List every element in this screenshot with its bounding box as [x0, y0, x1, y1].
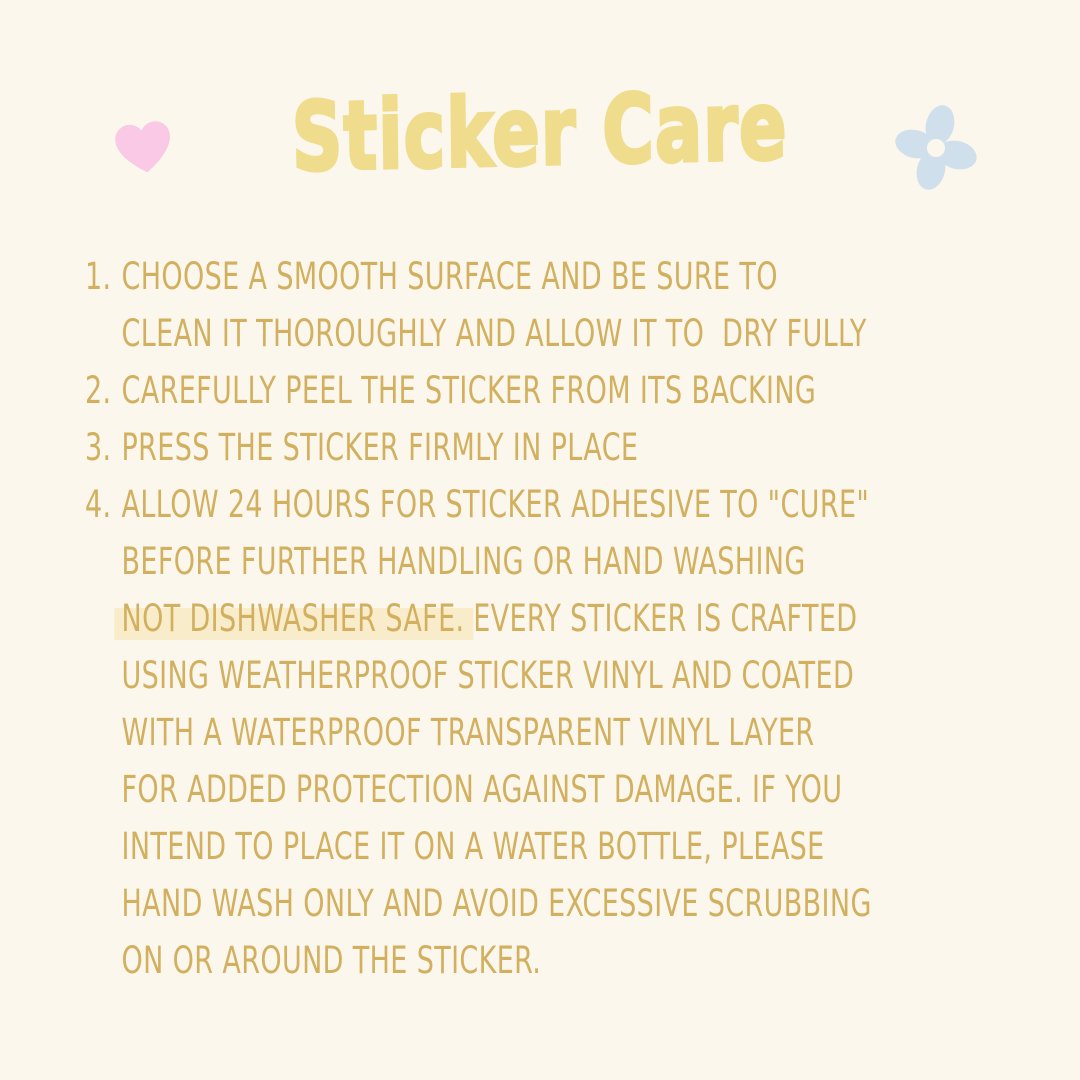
care-step-line: FOR ADDED PROTECTION AGAINST DAMAGE. IF YOU	[121, 768, 843, 811]
step-text: CAREFULLY PEEL THE STICKER FROM ITS BACKING	[121, 369, 817, 412]
card-header	[0, 0, 1080, 230]
care-instructions-list	[85, 248, 1045, 989]
care-step-line	[85, 419, 786, 476]
care-step-1	[85, 248, 1045, 362]
step-number: 2.	[85, 369, 112, 412]
step-number: 3.	[85, 426, 112, 469]
step-text: EVERY STICKER IS CRAFTED	[473, 597, 858, 640]
care-step-line	[85, 362, 817, 419]
care-step-line: INTEND TO PLACE IT ON A WATER BOTTLE, PLEASE	[121, 825, 825, 868]
care-step-line: HAND WASH ONLY AND AVOID EXCESSIVE SCRUBBING	[121, 882, 872, 925]
care-step-line: BEFORE FURTHER HANDLING OR HAND WASHING	[121, 540, 806, 583]
care-step-line: ON OR AROUND THE STICKER.	[121, 939, 542, 982]
care-step-line: CLEAN IT THOROUGHLY AND ALLOW IT TO DRY FULLY	[121, 312, 867, 355]
step-text: PRESS THE STICKER FIRMLY IN PLACE	[121, 426, 639, 469]
care-step-line	[85, 590, 858, 647]
flower-icon	[893, 103, 981, 195]
step-number: 1.	[85, 255, 112, 298]
step-number: 4.	[85, 483, 112, 526]
care-step-2	[85, 362, 1045, 419]
step-text: ALLOW 24 HOURS FOR STICKER ADHESIVE TO "CURE"	[121, 483, 870, 526]
dishwasher-warning-highlight: NOT DISHWASHER SAFE.	[114, 597, 473, 640]
care-step-line: USING WEATHERPROOF STICKER VINYL AND COATED	[121, 654, 855, 697]
care-step-line	[85, 248, 786, 305]
page-title-text: Sticker Care	[291, 72, 789, 193]
care-step-line	[85, 476, 870, 533]
step-text: CHOOSE A SMOOTH SURFACE AND BE SURE TO	[121, 255, 778, 298]
care-step-3	[85, 419, 1045, 476]
care-step-line: WITH A WATERPROOF TRANSPARENT VINYL LAYER	[121, 711, 815, 754]
care-step-4	[85, 476, 1045, 989]
